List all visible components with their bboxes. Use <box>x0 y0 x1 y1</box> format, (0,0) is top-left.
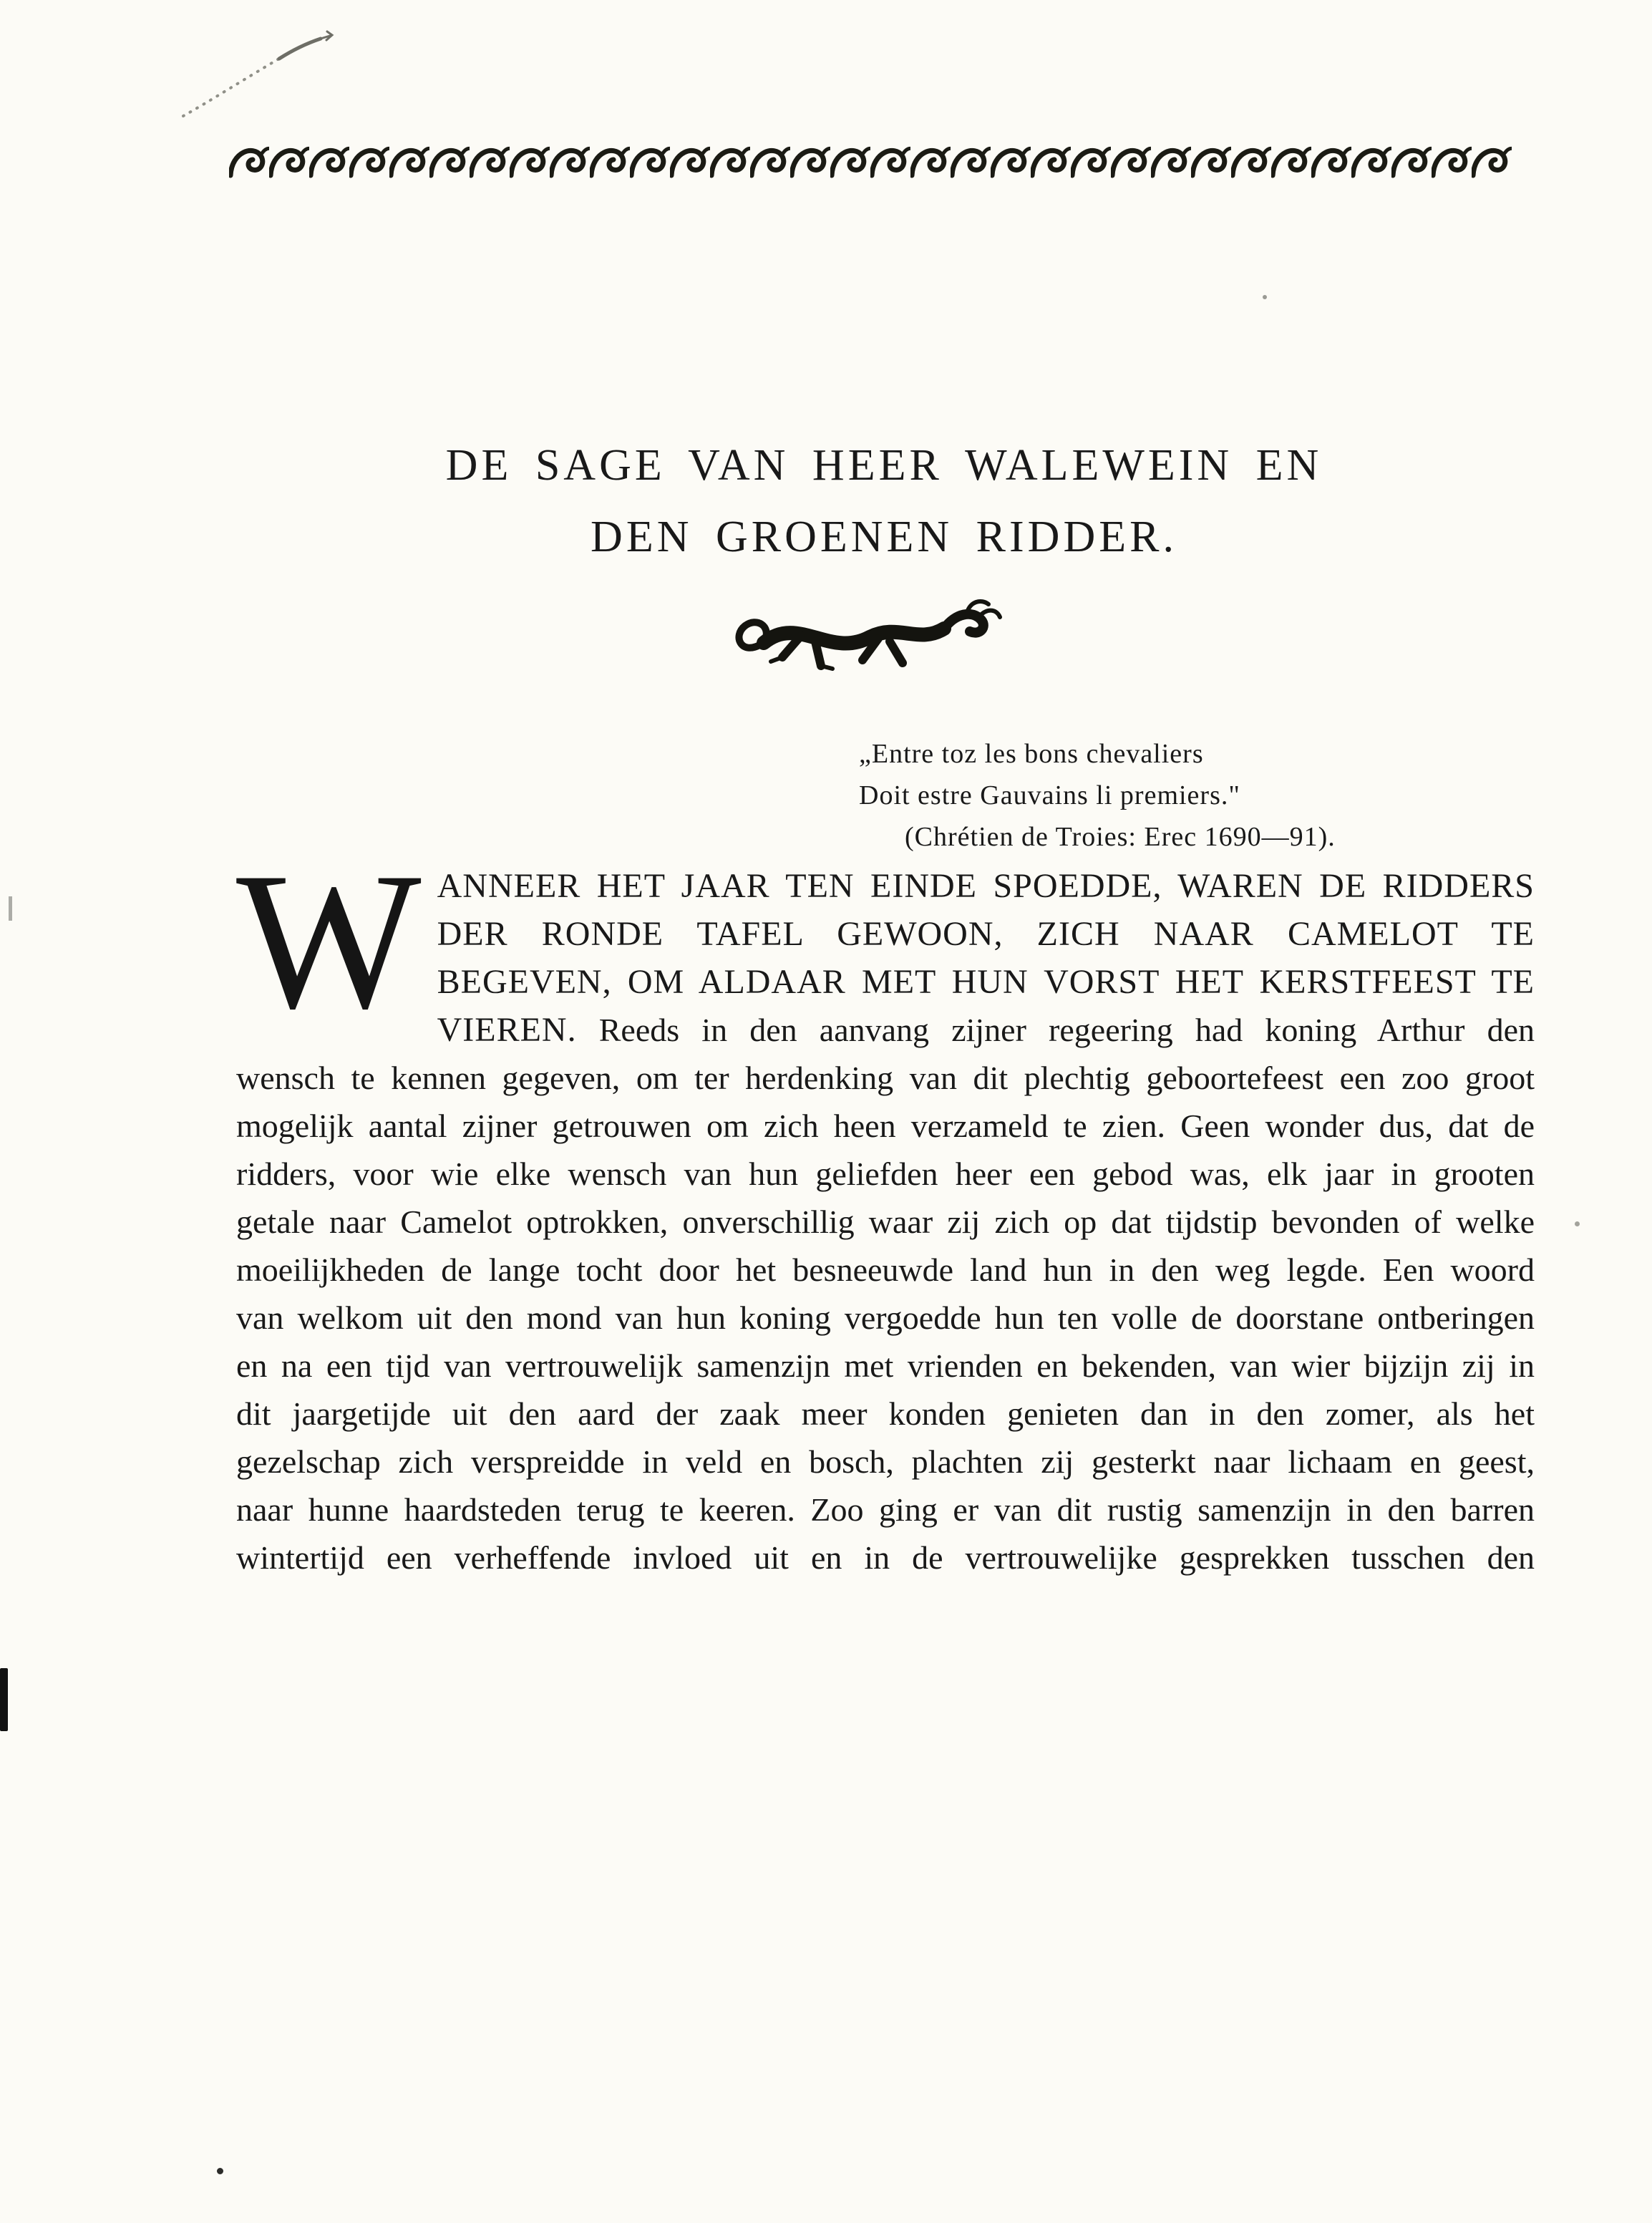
pencil-mark-icon <box>179 26 344 126</box>
drop-cap: W <box>236 833 422 1050</box>
scan-speck <box>1575 1221 1580 1226</box>
epigraph-attribution: (Chrétien de Troies: Erec 1690—91). <box>905 822 1336 852</box>
epigraph <box>859 733 1546 858</box>
scan-speck <box>1263 295 1267 299</box>
lizard-ornament-icon <box>723 593 1009 679</box>
opening-caps-text: ANNEER HET JAAR TEN EINDE SPOEDDE, WAREN DE RIDDERS DER RONDE TAFEL GEWOON, ZICH NAAR CAMELOT TE BEGEVEN, OM ALDAAR MET HUN VORST HET KERSTFEEST TE VIEREN. <box>437 867 1535 1049</box>
chapter-title <box>236 430 1532 573</box>
scan-artifact-bar <box>0 1668 8 1731</box>
chapter-title-line-1: DE SAGE VAN HEER WALEWEIN EN <box>445 441 1323 490</box>
chapter-title-line-2: DEN GROENEN RIDDER. <box>591 513 1177 561</box>
epigraph-line-2: Doit estre Gauvains li premiers." <box>859 780 1240 810</box>
ornament-band-icon <box>229 142 1512 183</box>
epigraph-line-1: „Entre toz les bons chevaliers <box>859 739 1204 769</box>
paragraph-text: Reeds in den aanvang zijner regeering had koning Arthur den wensch te kennen gegeven, om ter herdenking van dit plechtig geboortefeest een zoo groot mogelijk aantal zijner getrouwen om zich heen verzameld te zien. Geen wonder dus, dat de ridders, voor wie elke wensch van hun geliefden heer een gebod was, elk jaar in grooten getale naar Camelot optrokken, onverschillig waar zij zich op dat tijdstip bevonden of welke moeilijkheden de lange tocht door het besneeuwde land hun in den weg legde. Een woord van welkom uit den mond van hun koning vergoedde hun ten volle de doorstane ontberingen en na een tijd van vertrouwelijk samenzijn met vrienden en bekenden, van wier bijzijn zij in dit jaargetijde uit den aard der zaak meer konden genieten dan in den zomer, als het gezelschap zich verspreidde in veld en bosch, plachten zij gesterkt naar lichaam en geest, naar hunne haardsteden terug te keeren. Zoo ging er van dit rustig samenzijn in den barren wintertijd een verheffende invloed uit en in de vertrouwelijke gesprekken tusschen den <box>236 1012 1535 1576</box>
scan-artifact-dot <box>217 2168 223 2174</box>
scan-artifact-dash <box>9 896 12 921</box>
